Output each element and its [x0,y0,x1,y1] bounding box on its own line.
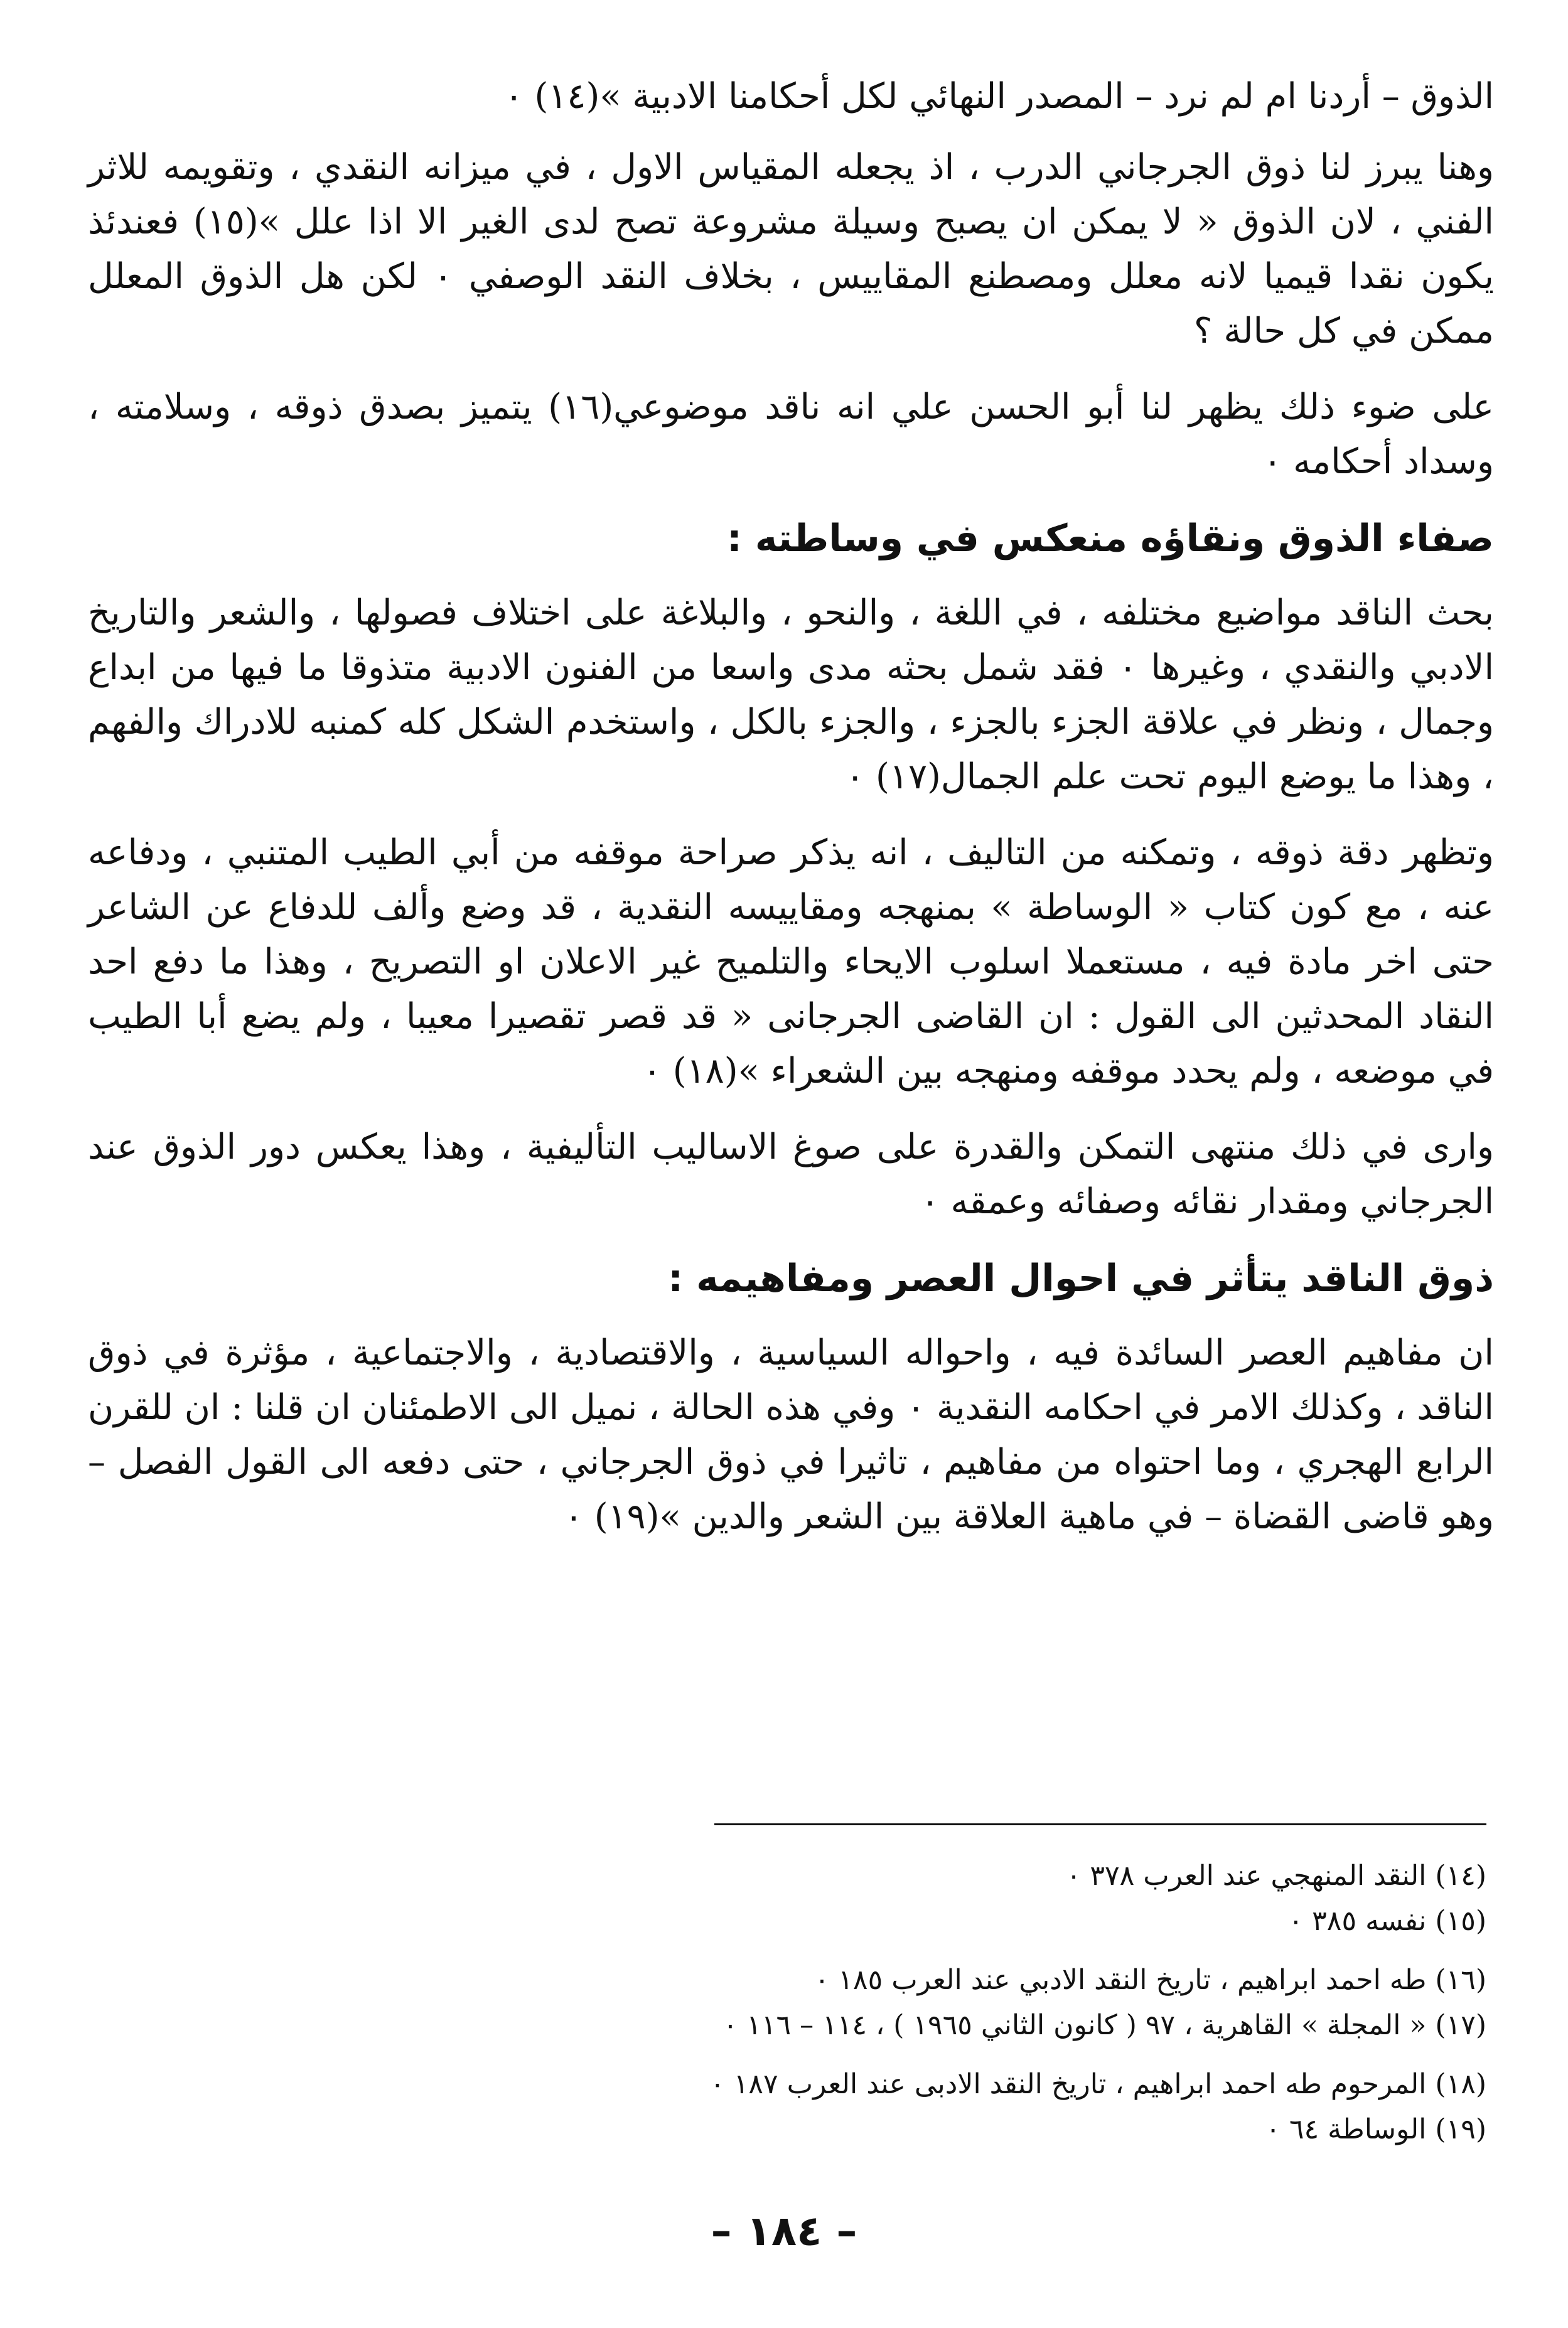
page-number: – ١٨٤ – [711,2207,857,2255]
section-heading: ذوق الناقد يتأثر في احوال العصر ومفاهيمه : [668,1257,1494,1301]
paragraph: ان مفاهيم العصر السائدة فيه ، واحواله السياسية ، والاقتصادية ، والاجتماعية ، مؤثرة في ذوق الناقد ، وكذلك الامر في احكامه النقدية ٠ وفي هذه الحالة ، نميل الى الاطمئنان ان قلنا : ان للقرن الرابع الهجري ، وما احتواه من مفاهيم ، تاثيرا في ذوق الجرجاني ، حتى دفعه الى القول الفصل – وهو قاضى القضاة – في ماهية العلاقة بين الشعر والدين »(١٩) ٠ [88,1333,1494,1537]
page-body [88,69,1494,1565]
paragraph: وهنا يبرز لنا ذوق الجرجاني الدرب ، اذ يجعله المقياس الاول ، في ميزانه النقدي ، وتقويمه للاثر الفني ، لان الذوق « لا يمكن ان يصبح وسيلة مشروعة تصح لدى الغير الا اذا علل »(١٥) فعندئذ يكون نقدا قيميا لانه معلل ومصطنع المقاييس ، بخلاف النقد الوصفي ٠ لكن هل الذوق المعلل ممكن في كل حالة ؟ [88,147,1495,351]
paragraph: بحث الناقد مواضيع مختلفه ، في اللغة ، والنحو ، والبلاغة على اختلاف فصولها ، والشعر والتاريخ الادبي والنقدي ، وغيرها ٠ فقد شمل بحثه مدى واسعا من الفنون الادبية متذوقا ما فيها من ابداع وجمال ، ونظر في علاقة الجزء بالجزء ، والجزء بالكل ، واستخدم الشكل كله كمنبه للادراك والفهم ، وهذا ما يوضع اليوم تحت علم الجمال(١٧) ٠ [88,593,1495,797]
footnote: (١٨) المرحوم طه احمد ابراهيم ، تاريخ النقد الادبى عند العرب ١٨٧ ٠ [710,2068,1486,2100]
section-heading: صفاء الذوق ونقاؤه منعكس في وساطته : [726,517,1494,561]
paragraph: على ضوء ذلك يظهر لنا أبو الحسن علي انه ناقد موضوعي(١٦) يتميز بصدق ذوقه ، وسلامته ، وسداد أحكامه ٠ [88,387,1494,482]
footnote-divider [714,1823,1486,1825]
paragraph: وارى في ذلك منتهى التمكن والقدرة على صوغ الاساليب التأليفية ، وهذا يعكس دور الذوق عند الجرجاني ومقدار نقائه وصفائه وعمقه ٠ [88,1127,1494,1222]
footnote: (١٥) نفسه ٣٨٥ ٠ [1288,1905,1486,1937]
paragraph: وتظهر دقة ذوقه ، وتمكنه من التاليف ، انه يذكر صراحة موقفه من أبي الطيب المتنبي ، ودفاعه عنه ، مع كون كتاب « الوساطة » بمنهجه ومقاييسه النقدية ، قد وضع وألف للدفاع عن الشاعر حتى اخر مادة فيه ، مستعملا اسلوب الايحاء والتلميح غير الاعلان او التصريح ، وهذا ما دفع احد النقاد المحدثين الى القول : ان القاضى الجرجانى « قد قصر تقصيرا معيبا ، ولم يضع أبا الطيب في موضعه ، ولم يحدد موقفه ومنهجه بين الشعراء »(١٨) ٠ [88,832,1495,1092]
footnotes [545,1855,1486,2154]
footnote: (١٦) طه احمد ابراهيم ، تاريخ النقد الادبي عند العرب ١٨٥ ٠ [814,1964,1486,1996]
footnote: (١٧) « المجلة » القاهرية ، ٩٧ ( كانون الثاني ١٩٦٥ ) ، ١١٤ – ١١٦ ٠ [722,2009,1486,2041]
footnote: (١٤) النقد المنهجي عند العرب ٣٧٨ ٠ [1066,1860,1486,1892]
paragraph: الذوق – أردنا ام لم نرد – المصدر النهائي لكل أحكامنا الادبية »(١٤) ٠ [504,76,1494,117]
footnote: (١٩) الوساطة ٦٤ ٠ [1265,2113,1486,2145]
